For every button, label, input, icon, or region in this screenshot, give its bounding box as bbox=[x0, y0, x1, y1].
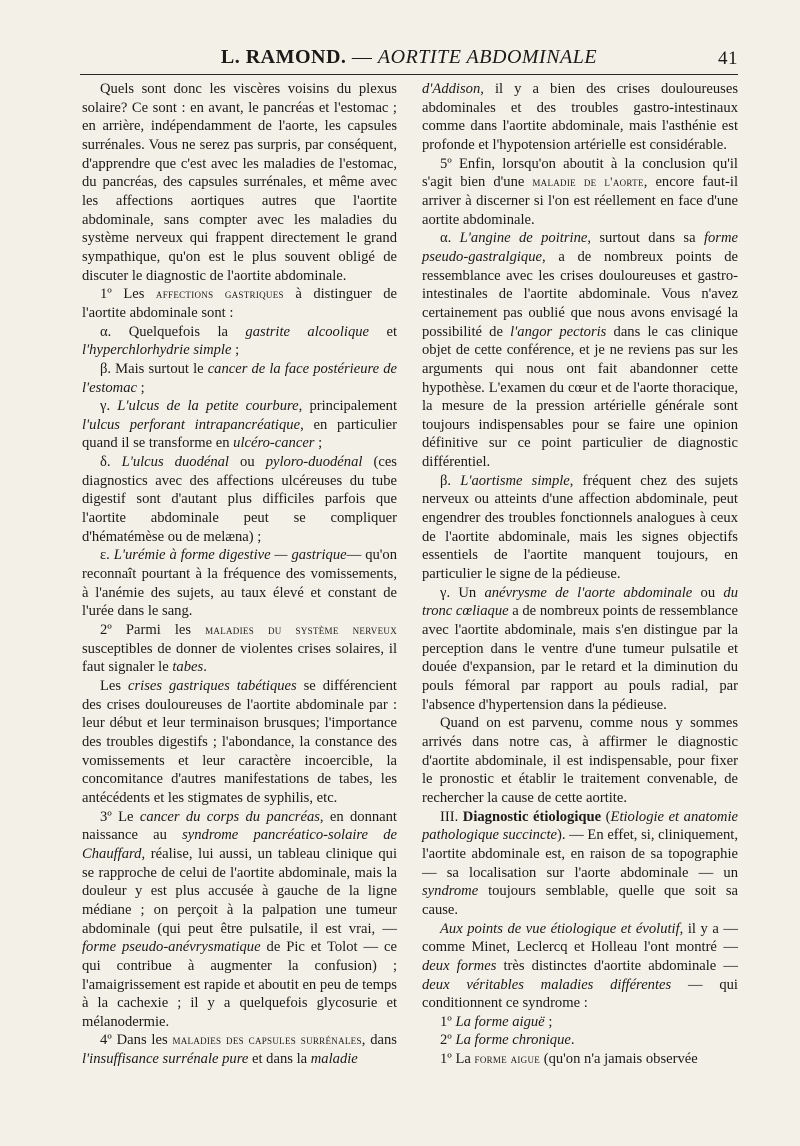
text-run: , a de nombreux points de ressemblance avec les crises douloureuses et gastro-intestinales de l'aortite abdominale. Vous n'avez certainement pas oublié que nous avons envisagé la possibilité de bbox=[422, 248, 738, 340]
italic-text: L'angine de poitrine bbox=[459, 230, 588, 247]
text-run: , réalise, lui aussi, un tableau clinique qui se rapproche de celui de l'aortite abdominale, mais la douleur y est plus accusée à gauche de la ligne médiane ; on perçoit à la palpation une tumeur abdominale (qui peut être pulsatile, il est vrai, — bbox=[82, 845, 397, 937]
header-author: L. RAMOND. bbox=[220, 46, 347, 68]
text-run: ; bbox=[231, 342, 240, 359]
text-run: , en donnant naissance au bbox=[82, 808, 397, 844]
text-run: γ. bbox=[100, 398, 118, 415]
text-run: α. bbox=[440, 230, 460, 247]
italic-text: ulcéro-cancer bbox=[233, 435, 315, 452]
italic-text: l'angor pectoris bbox=[510, 323, 607, 340]
text-run: , dans bbox=[361, 1032, 397, 1049]
text-run: , surtout dans sa bbox=[587, 230, 704, 247]
text-run: III. bbox=[440, 808, 463, 825]
running-header bbox=[80, 44, 738, 75]
paragraph bbox=[82, 621, 397, 677]
paragraph bbox=[82, 1031, 397, 1068]
italic-text: l'hyperchlorhydrie simple bbox=[82, 342, 232, 359]
text-run: dans le cas clinique objet de cette conférence, et je ne reviens pas sur les arguments qui nous ont fait abandonner cette hypothèse. L'examen du cœur et de l'aorte thoracique, la mesure de la pression artérielle générale sont toujours indispensables pour se faire une opinion définitive sur ce point particulier de diagnostic différentiel. bbox=[422, 323, 738, 471]
text-run: α. Quelquefois la bbox=[100, 323, 246, 340]
text-run: susceptibles de donner de violentes crises solaires, il faut signaler le bbox=[82, 640, 397, 676]
text-run: et bbox=[369, 323, 397, 340]
text-run: ; bbox=[544, 1013, 553, 1030]
text-run: , principalement bbox=[298, 398, 397, 415]
bold-text: Diagnostic étiologique bbox=[462, 808, 602, 825]
paragraph bbox=[82, 397, 397, 453]
right-column bbox=[422, 80, 738, 1069]
paragraph bbox=[422, 472, 738, 584]
text-run: très distinctes d'aortite abdominale — bbox=[496, 957, 738, 974]
paragraph bbox=[422, 808, 738, 920]
small-caps-text: maladie de l'aorte bbox=[532, 174, 644, 190]
italic-text: tabes bbox=[172, 659, 204, 676]
small-caps-text: forme aigue bbox=[474, 1051, 541, 1067]
page-number: 41 bbox=[718, 48, 738, 69]
italic-text: La forme chronique bbox=[455, 1032, 571, 1049]
paragraph bbox=[422, 80, 738, 155]
text-run: δ. bbox=[100, 454, 122, 471]
text-run: 2º bbox=[440, 1032, 456, 1049]
paragraph bbox=[82, 808, 397, 1032]
paragraph bbox=[82, 677, 397, 808]
text-run: , fréquent chez des sujets nerveux ou atteints d'une affection abdominale, peut engendrer des troubles fonctionnels analogues à ceux de l'aortite abdominale, mais les signes objectifs essentiels de l'aortite manquent toujours, en particulier le signe de la pédieuse. bbox=[422, 472, 738, 583]
italic-text: forme pseudo-anévrysmatique bbox=[82, 939, 261, 956]
italic-text: gastrite alcoolique bbox=[245, 323, 370, 340]
text-run: ; bbox=[137, 379, 145, 396]
text-run: à distinguer de l'aortite abdominale sont : bbox=[82, 286, 397, 321]
text-run: 1º bbox=[440, 1013, 456, 1030]
paragraph bbox=[82, 453, 397, 546]
text-run: 2º Parmi les bbox=[100, 622, 206, 639]
italic-text: L'ulcus duodénal bbox=[121, 454, 229, 471]
text-run: 3º Le bbox=[100, 808, 140, 825]
italic-text: d'Addison bbox=[422, 81, 481, 97]
text-run: , il y a — comme Minet, Leclercq et Holleau l'ont montré — bbox=[422, 920, 738, 956]
paragraph bbox=[422, 229, 738, 472]
small-caps-text: maladies des capsules surrénales bbox=[172, 1032, 362, 1048]
italic-text: forme pseudo-gastralgique bbox=[422, 230, 738, 265]
text-run: , il y a bien des crises douloureuses abdominales et des troubles gastro-intestinaux comme dans l'aortite abdominale, mais l'asthénie est profonde et l'hypotension artérielle est considérable. bbox=[422, 81, 738, 153]
text-run: de Pic et Tolot — ce qui contribue à augmenter la confusion) ; l'amaigrissement est rapide et aboutit en peu de temps à la cachexie ; il y a quelquefois glycosurie et mélanodermie. bbox=[82, 939, 397, 1030]
italic-text: maladie bbox=[310, 1051, 358, 1068]
italic-text: La forme aiguë bbox=[455, 1013, 545, 1030]
italic-text: l'ulcus perforant intrapancréatique bbox=[82, 416, 301, 433]
paragraph bbox=[422, 920, 738, 1013]
running-title bbox=[80, 46, 738, 69]
small-caps-text: maladies du système nerveux bbox=[205, 622, 397, 638]
text-run: Les bbox=[100, 678, 128, 694]
paragraph bbox=[422, 584, 738, 715]
italic-text: L'aortisme simple bbox=[460, 472, 570, 489]
left-column bbox=[82, 80, 397, 1069]
paragraph bbox=[422, 155, 738, 230]
italic-text: deux formes bbox=[422, 957, 497, 974]
text-run: . bbox=[570, 1032, 575, 1049]
text-run: — qui conditionnent ce syndrome : bbox=[422, 976, 738, 1012]
text-run: β. Mais surtout le bbox=[100, 360, 208, 377]
paragraph bbox=[82, 323, 397, 360]
italic-text: crises gastriques tabétiques bbox=[128, 678, 297, 694]
italic-text: anévrysme de l'aorte abdominale bbox=[484, 584, 693, 601]
paragraph bbox=[82, 80, 397, 285]
text-run: ou bbox=[229, 454, 266, 471]
text-run: ( bbox=[601, 808, 611, 825]
italic-text: pyloro-duodénal bbox=[265, 454, 363, 471]
header-subject: AORTITE ABDOMINALE bbox=[377, 46, 598, 68]
italic-text: Aux points de vue étiologique et évolutif bbox=[440, 920, 680, 937]
text-run: . bbox=[203, 659, 207, 676]
italic-text: cancer de la face postérieure de l'estomac bbox=[82, 360, 397, 396]
paragraph bbox=[422, 1031, 738, 1050]
text-run: 5º Enfin, lorsqu'on aboutit à la conclusion qu'il s'agit bien d'une bbox=[422, 155, 738, 191]
small-caps-text: affections gastriques bbox=[155, 286, 284, 302]
text-run: se différencient des crises douloureuses de l'aortite abdominale par : leur début et leur terminaison brusques; l'importance des troubles digestifs ; l'abondance, la constance des vomissements et leur caractère incoercible, la concomitance d'autres manifestations de tabes, les antécédents et les stigmates de syphilis, etc. bbox=[82, 678, 397, 806]
header-dash: — bbox=[346, 46, 378, 68]
text-run: 4º Dans les bbox=[100, 1032, 173, 1049]
italic-text: L'ulcus de la petite courbure bbox=[117, 398, 299, 415]
text-run: (qu'on n'a jamais observée bbox=[540, 1051, 698, 1068]
text-run: Quels sont donc les viscères voisins du plexus solaire? Ce sont : en avant, le pancréas et l'estomac ; en arrière, indépendamment de l'aorte, les capsules surrénales. Vous ne serez pas surpris, par conséquent, d'apprendre que c'est avec les maladies de l'estomac, du pancréas, des capsules surrénales, et même avec les affections aortiques autres que l'aortite abdominale, sans compter avec les maladies du système nerveux qui frappent directement le grand sympathique, qu'on est le plus souvent obligé de discuter le diagnostic de l'aortite abdominale. bbox=[82, 81, 397, 284]
text-run: ou bbox=[692, 584, 724, 601]
text-run: ; bbox=[314, 435, 323, 452]
text-run: — qu'on reconnaît pourtant à la fréquence des vomissements, à l'anémie des sujets, au taux élevé et constant de l'urée dans le sang. bbox=[82, 547, 398, 620]
paragraph bbox=[422, 1013, 738, 1032]
paragraph bbox=[422, 1050, 738, 1069]
italic-text: l'insuffisance surrénale pure bbox=[82, 1051, 249, 1068]
text-run: (ces diagnostics avec des affections ulcéreuses du tube digestif sont d'autant plus difficiles parfois que l'aortite abdominale peut se compliquer d'hématémèse ou de melæna) ; bbox=[82, 454, 397, 545]
italic-text: syndrome bbox=[422, 883, 479, 900]
text-run: 1º La bbox=[440, 1051, 475, 1068]
italic-text: cancer du corps du pancréas bbox=[139, 808, 320, 825]
italic-text: syndrome pancréatico-solaire de Chauffard bbox=[82, 827, 397, 862]
paragraph bbox=[82, 546, 397, 621]
paragraph bbox=[422, 714, 738, 807]
text-run: β. bbox=[440, 472, 461, 489]
text-run: toujours semblable, quelle que soit sa cause. bbox=[422, 883, 738, 918]
text-run: ε. bbox=[100, 547, 114, 564]
text-run: ). — En effet, si, cliniquement, l'aortite abdominale est, en raison de sa topographie — sa localisation sur l'aorte abdominale — un bbox=[422, 827, 738, 881]
text-run: Quand on est parvenu, comme nous y sommes arrivés dans notre cas, à affirmer le diagnostic d'aortite abdominale, il est indispensable, pour fixer le pronostic et établir le traitement convenable, de rechercher la cause de cette aortite. bbox=[422, 715, 738, 806]
text-run: et dans la bbox=[248, 1051, 311, 1068]
italic-text: L'urémie à forme digestive — gastrique bbox=[113, 547, 347, 564]
paragraph bbox=[82, 285, 397, 322]
text-run: a de nombreux points de ressemblance avec l'aortite abdominale, mais s'en distingue par la perception dans le ventre d'une tumeur pulsatile et douée d'expansion, par le retard et la diminution du pouls fémoral par rapport au pouls radial, par l'absence d'hypertension dans la pédieuse. bbox=[422, 603, 738, 713]
italic-text: du tronc cœliaque bbox=[422, 584, 738, 620]
text-run: γ. Un bbox=[440, 584, 485, 601]
italic-text: deux véritables maladies différentes bbox=[422, 976, 672, 993]
text-run: 1º Les bbox=[100, 286, 156, 303]
italic-text: Etiologie et anatomie pathologique succincte bbox=[422, 808, 738, 844]
text-run: , encore faut-il arriver à discerner si l'on est réellement en face d'une aortite abdominale. bbox=[422, 174, 738, 228]
paragraph bbox=[82, 360, 397, 397]
text-run: , en particulier quand il se transforme en bbox=[82, 416, 398, 452]
